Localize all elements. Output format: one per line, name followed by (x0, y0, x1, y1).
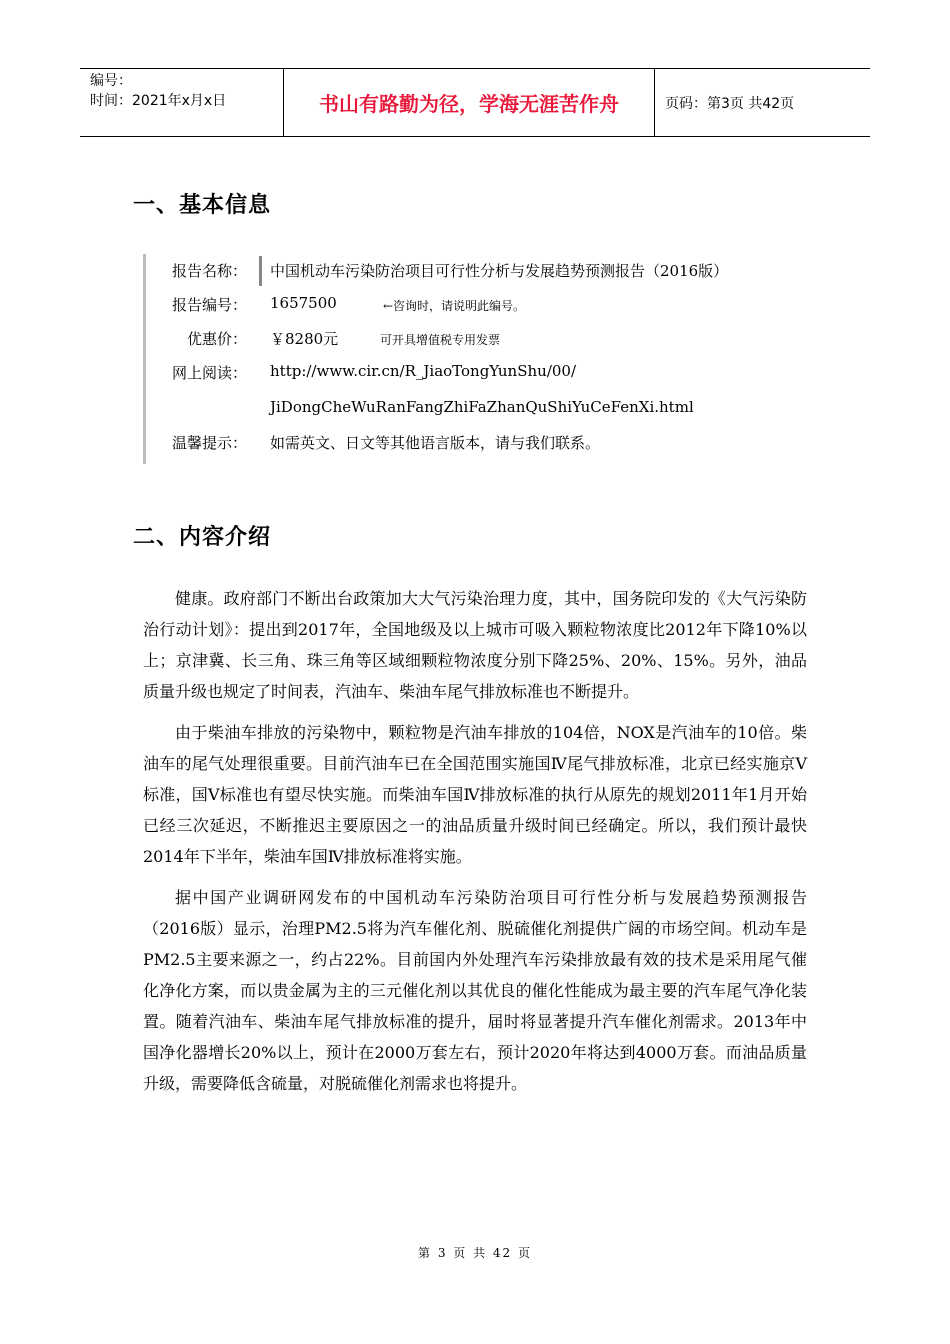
invoice-note: 可开具增值税专用发票 (380, 333, 501, 347)
tip-label: 温馨提示： (171, 434, 247, 452)
header-left-cell (80, 69, 283, 136)
info-row-report-name (143, 254, 843, 288)
report-url-line2[interactable]: JiDongCheWuRanFangZhiFaZhanQuShiYuCeFenXi.html (270, 398, 694, 416)
header-motto: 书山有路勤为径，学海无涯苦作舟 (283, 69, 655, 136)
header-page-info: 页码：第3页 共42页 (665, 95, 795, 112)
report-url-line1[interactable]: http://www.cir.cn/R_JiaoTongYunShu/00/ (270, 362, 577, 380)
report-code-note: ←咨询时，请说明此编号。 (383, 299, 526, 313)
tip-value: 如需英文、日文等其他语言版本，请与我们联系。 (270, 434, 601, 452)
info-row-url (143, 356, 843, 390)
section-title-content-intro: 二、内容介绍 (133, 525, 272, 550)
paragraph: 由于柴油车排放的污染物中，颗粒物是汽油车排放的104倍，NOX是汽油车的10倍。柴油车的尾气处理很重要。目前汽油车已在全国范围实施国Ⅳ尾气排放标准，北京已经实施京Ⅴ标准，国Ⅴ标准也有望尽快实施。而柴油车国Ⅳ排放标准的执行从原先的规划2011年1月开始已经三次延迟，不断推迟主要原因之一的油品质量升级时间已经确定。所以，我们预计最快2014年下半年，柴油车国Ⅳ排放标准将实施。 (143, 723, 807, 866)
report-code-label: 报告编号： (171, 296, 247, 314)
paragraph: 健康。政府部门不断出台政策加大大气污染治理力度，其中，国务院印发的《大气污染防治行动计划》：提出到2017年，全国地级及以上城市可吸入颗粒物浓度比2012年下降10%以上；京津冀、长三角、珠三角等区域细颗粒物浓度分别下降25%、20%、15%。另外，油品质量升级也规定了时间表，汽油车、柴油车尾气排放标准也不断提升。 (143, 589, 807, 701)
basic-info-block (143, 254, 843, 464)
content-body (143, 583, 807, 1109)
document-number-label: 编号： (90, 73, 132, 89)
price-label: 优惠价： (186, 330, 247, 348)
info-row-tip (143, 426, 843, 460)
value-separator (259, 256, 262, 286)
page-footer: 第 3 页 共 42 页 (418, 1246, 532, 1260)
section-title-basic-info: 一、基本信息 (133, 193, 272, 218)
info-row-url-cont (143, 392, 843, 426)
report-code-value: 1657500 (270, 294, 337, 312)
report-name-value: 中国机动车污染防治项目可行性分析与发展趋势预测报告（2016版） (270, 262, 729, 280)
info-row-price (143, 322, 843, 356)
page-header (80, 68, 870, 137)
online-reading-label: 网上阅读： (171, 364, 247, 382)
paragraph: 据中国产业调研网发布的中国机动车污染防治项目可行性分析与发展趋势预测报告（2016版）显示，治理PM2.5将为汽车催化剂、脱硫催化剂提供广阔的市场空间。机动车是PM2.5主要来源之一，约占22%。目前国内外处理汽车污染排放最有效的技术是采用尾气催化净化方案，而以贵金属为主的三元催化剂以其优良的催化性能成为最主要的汽车尾气净化装置。随着汽油车、柴油车尾气排放标准的提升，届时将显著提升汽车催化剂需求。2013年中国净化器增长20%以上，预计在2000万套左右，预计2020年将达到4000万套。而油品质量升级，需要降低含硫量，对脱硫催化剂需求也将提升。 (143, 888, 807, 1093)
document-date: 时间：2021年x月x日 (90, 93, 227, 109)
info-row-report-code (143, 288, 843, 322)
report-name-label: 报告名称： (171, 262, 247, 280)
price-value: ￥8280元 (270, 330, 339, 348)
